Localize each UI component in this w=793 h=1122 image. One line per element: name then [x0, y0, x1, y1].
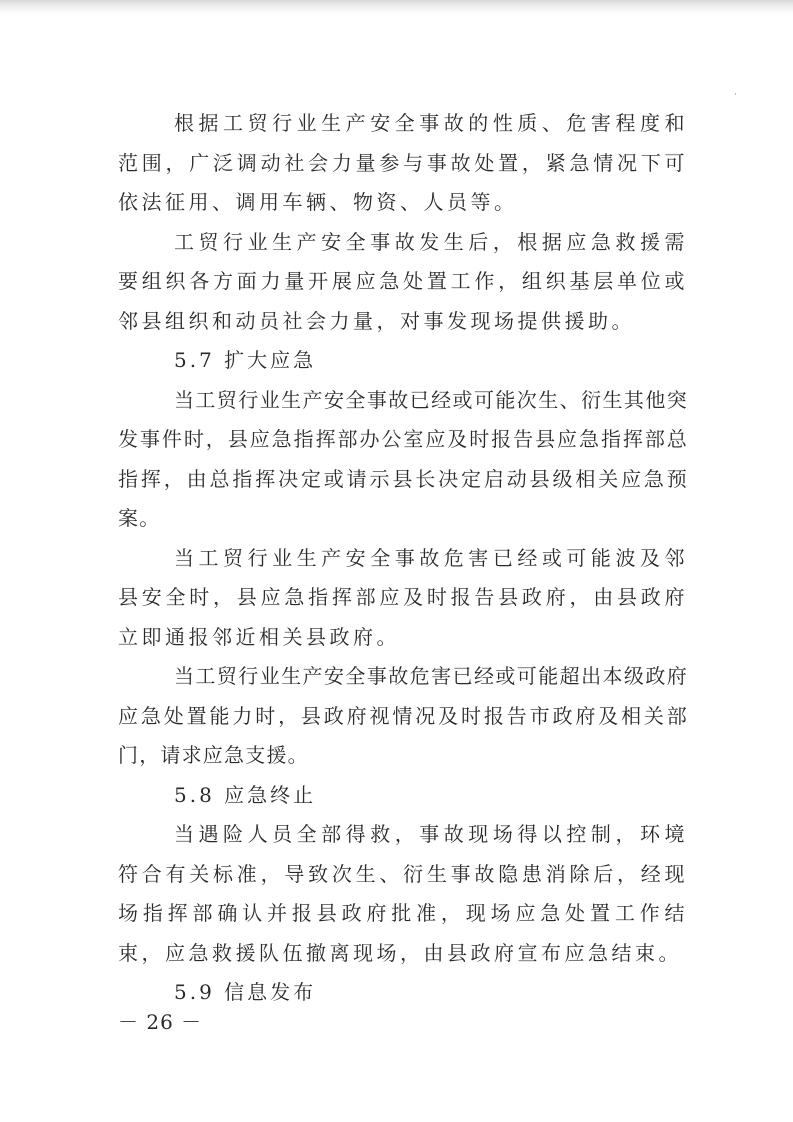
section-heading-5-9: 5.9 信息发布: [174, 980, 317, 1004]
paragraph-neighbor-county: 当工贸行业生产安全事故危害已经或可能波及邻县安全时，县应急指挥部应及时报告县政府，由县政府立即通报邻近相关县政府。: [118, 545, 688, 649]
document-body: [118, 104, 688, 1013]
paragraph-escalation: 当工贸行业生产安全事故已经或可能次生、衍生其他突发事件时，县应急指挥部办公室应及时报告县应急指挥部总指挥，由总指挥决定或请示县长决定启动县级相关应急预案。: [118, 387, 688, 530]
paragraph-social-mobilization: 根据工贸行业生产安全事故的性质、危害程度和范围，广泛调动社会力量参与事故处置，紧急情况下可依法征用、调用车辆、物资、人员等。: [118, 111, 688, 214]
section-heading-5-8: 5.8 应急终止: [174, 782, 317, 807]
scan-speck: [735, 93, 736, 95]
paragraph-termination: 当遇险人员全部得救，事故现场得以控制，环境符合有关标准，导致次生、衍生事故隐患消除后，经现场指挥部确认并报县政府批准，现场应急处置工作结束，应急救援队伍撤离现场，由县政府宣布应急结束。: [118, 822, 688, 965]
page-number: － 26 －: [118, 1010, 203, 1034]
scan-top-edge: [0, 0, 793, 14]
paragraph-request-support: 当工贸行业生产安全事故危害已经或可能超出本级政府应急处置能力时，县政府视情况及时报告市政府及相关部门，请求应急支援。: [118, 664, 688, 767]
section-heading-5-7: 5.7 扩大应急: [174, 348, 317, 372]
paragraph-response-forces: 工贸行业生产安全事故发生后，根据应急救援需要组织各方面力量开展应急处置工作，组织基层单位或邻县组织和动员社会力量，对事发现场提供援助。: [118, 229, 688, 333]
